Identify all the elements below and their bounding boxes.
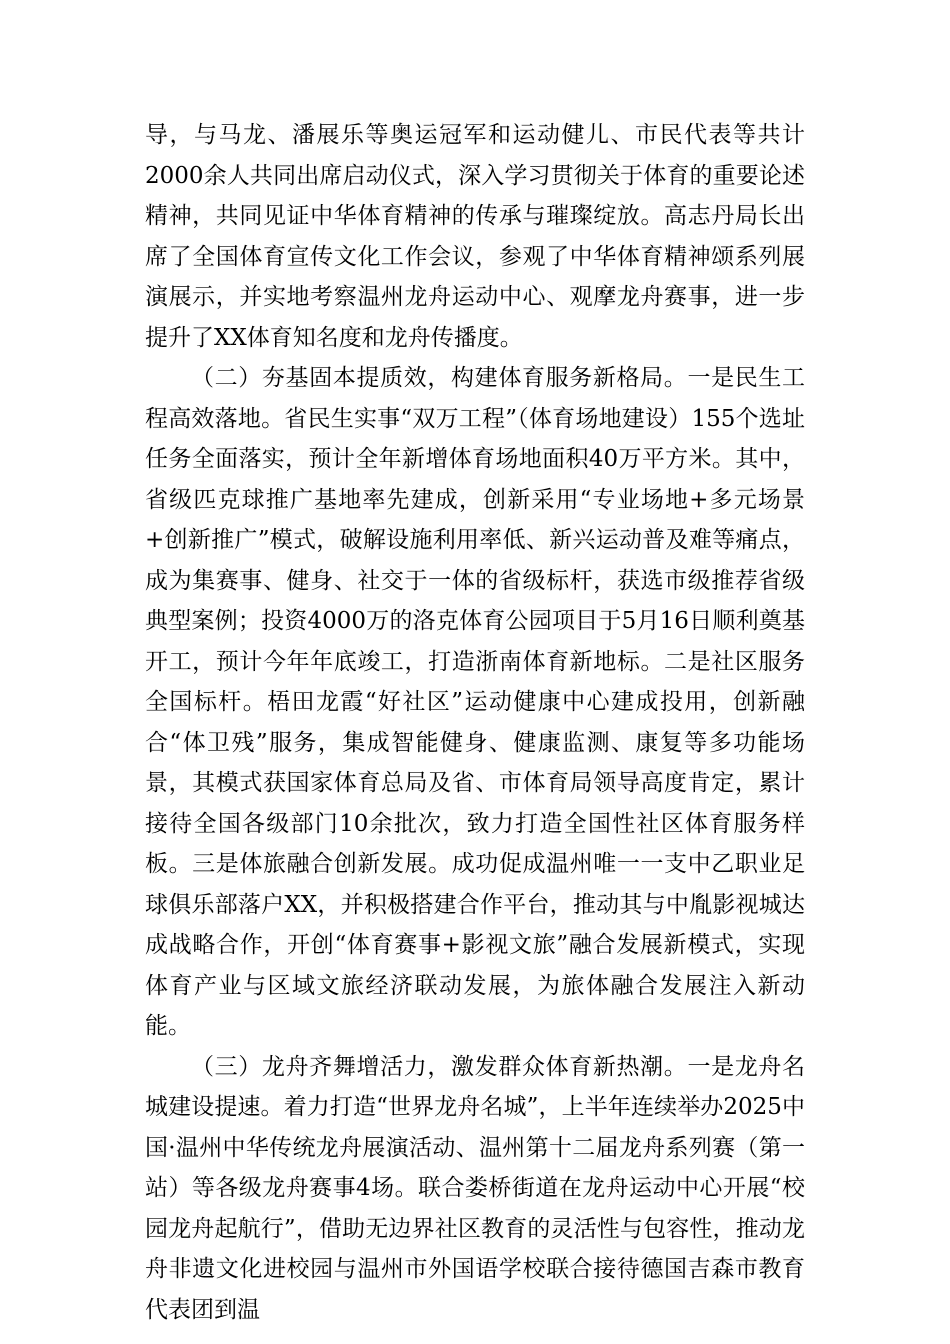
paragraph-continuation: 导，与马龙、潘展乐等奥运冠军和运动健儿、市民代表等共计2000余人共同出席启动仪式，深入学习贯彻关于体育的重要论述精神，共同见证中华体育精神的传承与璀璨绽放。高志丹局长出席了全国体育宣传文化工作会议，参观了中华体育精神颂系列展演展示，并实地考察温州龙舟运动中心、观摩龙舟赛事，进一步提升了XX体育知名度和龙舟传播度。 [145, 122, 805, 351]
body-text [145, 115, 805, 1330]
paragraph-section-2: （二）夯基固本提质效，构建体育服务新格局。一是民生工程高效落地。省民生实事“双万工程”（体育场地建设）155个选址任务全面落实，预计全年新增体育场地面积40万平方米。其中，省级匹克球推广基地率先建成，创新采用“专业场地+多元场景+创新推广”模式，破解设施利用率低、新兴运动普及难等痛点，成为集赛事、健身、社交于一体的省级标杆，获选市级推荐省级典型案例；投资4000万的洛克体育公园项目于5月16日顺利奠基开工，预计今年年底竣工，打造浙南体育新地标。二是社区服务全国标杆。梧田龙霞“好社区”运动健康中心建成投用，创新融合“体卫残”服务，集成智能健身、健康监测、康复等多功能场景，其模式获国家体育总局及省、市体育局领导高度肯定，累计接待全国各级部门10余批次，致力打造全国性社区体育服务样板。三是体旅融合创新发展。成功促成温州唯一一支中乙职业足球俱乐部落户XX，并积极搭建合作平台，推动其与中胤影视城达成战略合作，开创“体育赛事+影视文旅”融合发展新模式，实现体育产业与区域文旅经济联动发展，为旅体融合发展注入新动能。 [145, 365, 805, 1039]
paragraph-section-3: （三）龙舟齐舞增活力，激发群众体育新热潮。一是龙舟名城建设提速。着力打造“世界龙舟名城”，上半年连续举办2025中国·温州中华传统龙舟展演活动、温州第十二届龙舟系列赛（第一站）等各级龙舟赛事4场。联合娄桥街道在龙舟运动中心开展“校园龙舟起航行”，借助无边界社区教育的灵活性与包容性，推动龙舟非遗文化进校园与温州市外国语学校联合接待德国吉森市教育代表团到温 [145, 1053, 805, 1323]
